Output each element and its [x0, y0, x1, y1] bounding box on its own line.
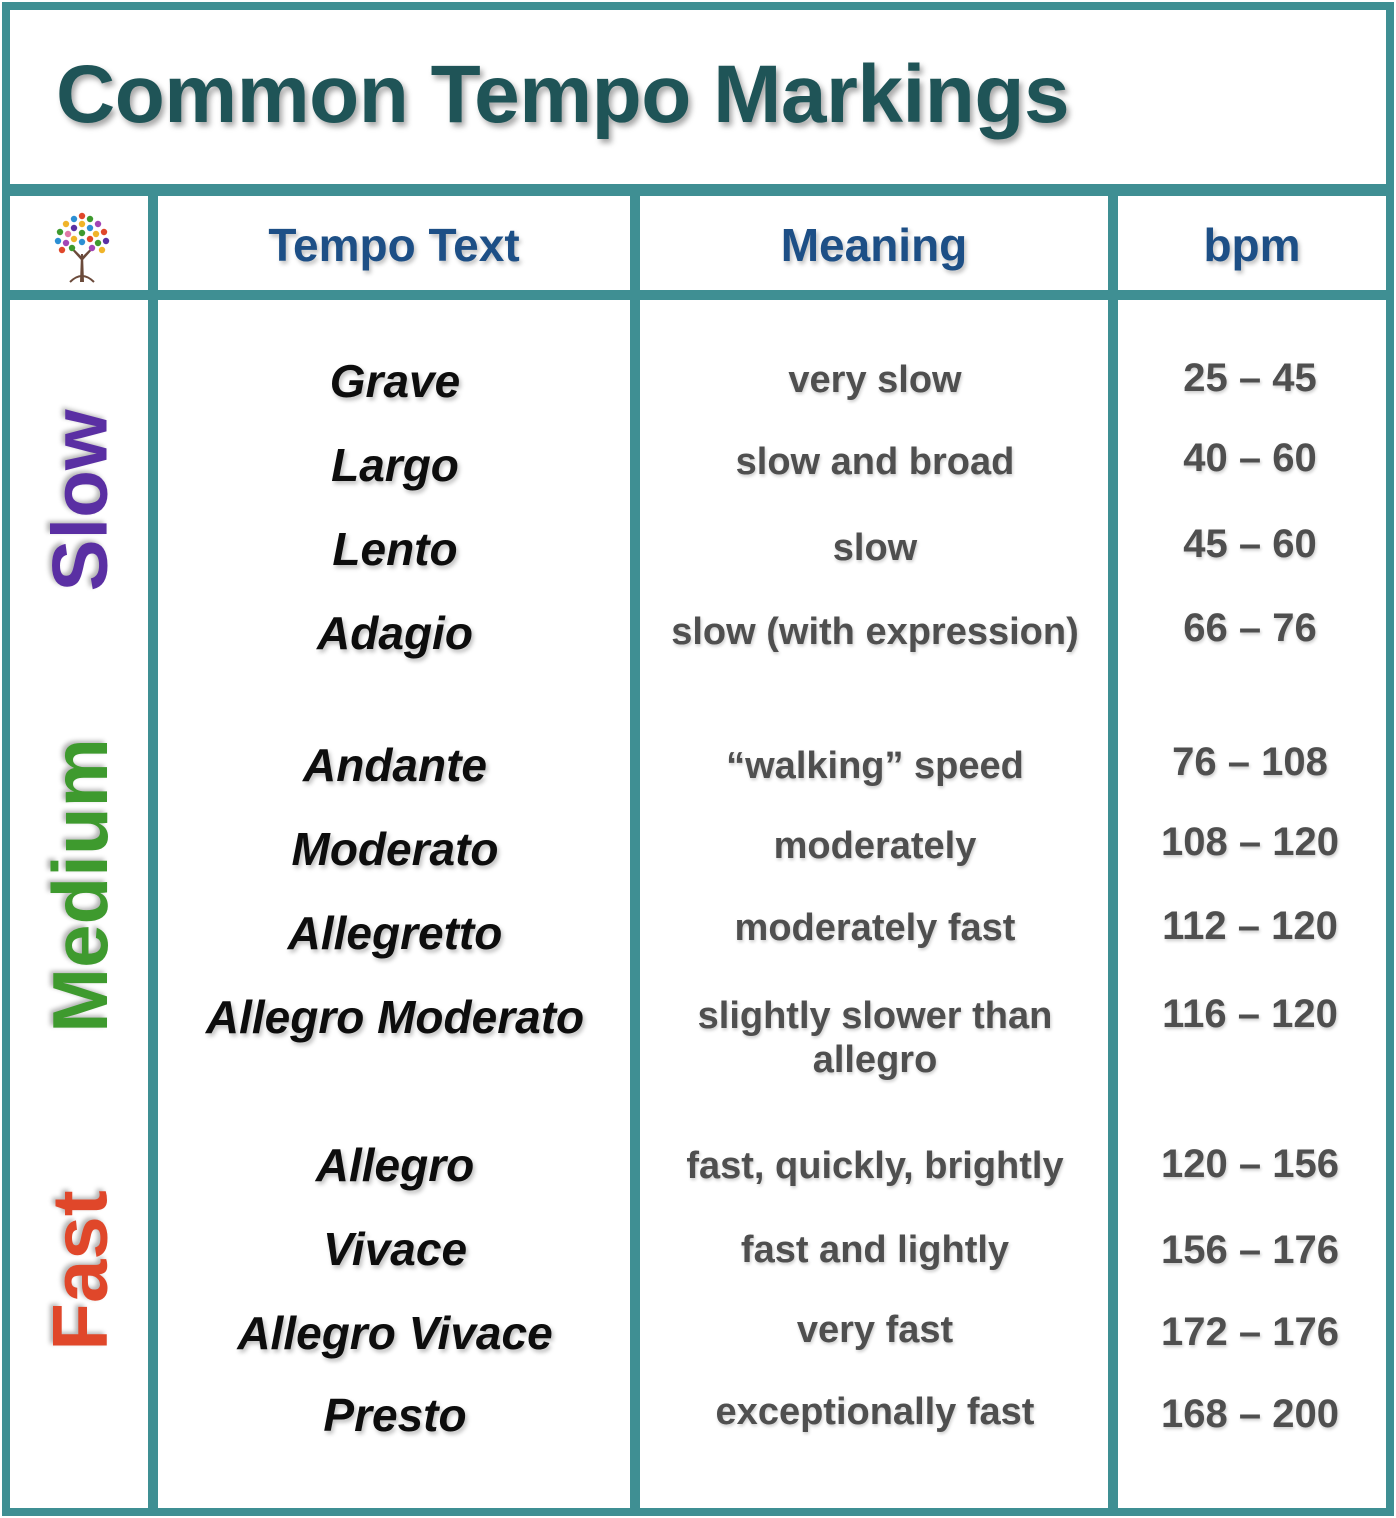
- header-meaning: Meaning: [780, 219, 968, 271]
- row-name: Grave: [329, 355, 461, 407]
- row-bpm: 45 – 60: [1183, 522, 1317, 566]
- row-meaning: slightly slower than allegro: [697, 995, 1053, 1081]
- row-bpm: 120 – 156: [1161, 1142, 1339, 1186]
- row-meaning: fast and lightly: [740, 1229, 1010, 1271]
- row-meaning: moderately fast: [734, 907, 1016, 949]
- header-bpm: bpm: [1203, 219, 1301, 271]
- row-meaning: exceptionally fast: [715, 1391, 1035, 1433]
- row-name: Andante: [303, 739, 487, 791]
- row-name: Moderato: [291, 823, 499, 875]
- border-left: [2, 2, 10, 1516]
- row-bpm: 168 – 200: [1161, 1392, 1339, 1436]
- row-bpm: 116 – 120: [1162, 992, 1338, 1036]
- category-label: Medium: [35, 737, 124, 1033]
- row-meaning: very slow: [788, 359, 962, 401]
- category-medium: [35, 720, 124, 1050]
- border-bottom: [2, 1508, 1394, 1516]
- row-name: Lento: [332, 523, 458, 575]
- category-label: Fast: [35, 1189, 124, 1351]
- header-tempo-text: Tempo Text: [268, 219, 520, 271]
- page-title: Common Tempo Markings: [56, 49, 1070, 140]
- row-bpm: 156 – 176: [1161, 1228, 1339, 1272]
- row-name: Allegretto: [287, 907, 503, 959]
- border-top: [2, 2, 1394, 10]
- row-name: Allegro Vivace: [237, 1307, 553, 1359]
- row-bpm: 112 – 120: [1162, 904, 1338, 948]
- category-slow: [35, 380, 124, 620]
- border-right: [1386, 2, 1394, 1516]
- row-meaning: slow and broad: [735, 441, 1015, 483]
- row-name: Vivace: [322, 1223, 468, 1275]
- divider-col-2: [630, 184, 640, 1516]
- row-meaning: slow: [832, 527, 918, 569]
- row-name: Largo: [331, 439, 459, 491]
- row-meaning: very fast: [796, 1309, 954, 1351]
- row-bpm: 40 – 60: [1183, 436, 1317, 480]
- row-name: Adagio: [317, 607, 473, 659]
- row-bpm: 66 – 76: [1183, 606, 1317, 650]
- row-meaning: moderately: [773, 825, 977, 867]
- tree-icon: [44, 208, 120, 284]
- row-bpm: 76 – 108: [1172, 740, 1328, 784]
- row-meaning: “walking” speed: [726, 745, 1024, 787]
- row-bpm: 172 – 176: [1161, 1310, 1339, 1354]
- divider-title: [2, 184, 1394, 196]
- divider-col-1: [148, 184, 158, 1516]
- category-fast: [35, 1170, 124, 1370]
- row-name: Allegro: [315, 1139, 475, 1191]
- row-bpm: 108 – 120: [1161, 820, 1339, 864]
- divider-header: [2, 290, 1394, 300]
- row-name: Presto: [323, 1389, 467, 1441]
- row-bpm: 25 – 45: [1183, 356, 1317, 400]
- category-label: Slow: [35, 408, 124, 592]
- row-meaning: fast, quickly, brightly: [686, 1145, 1064, 1187]
- row-name: Allegro Moderato: [205, 991, 585, 1043]
- row-meaning: slow (with expression): [671, 611, 1079, 653]
